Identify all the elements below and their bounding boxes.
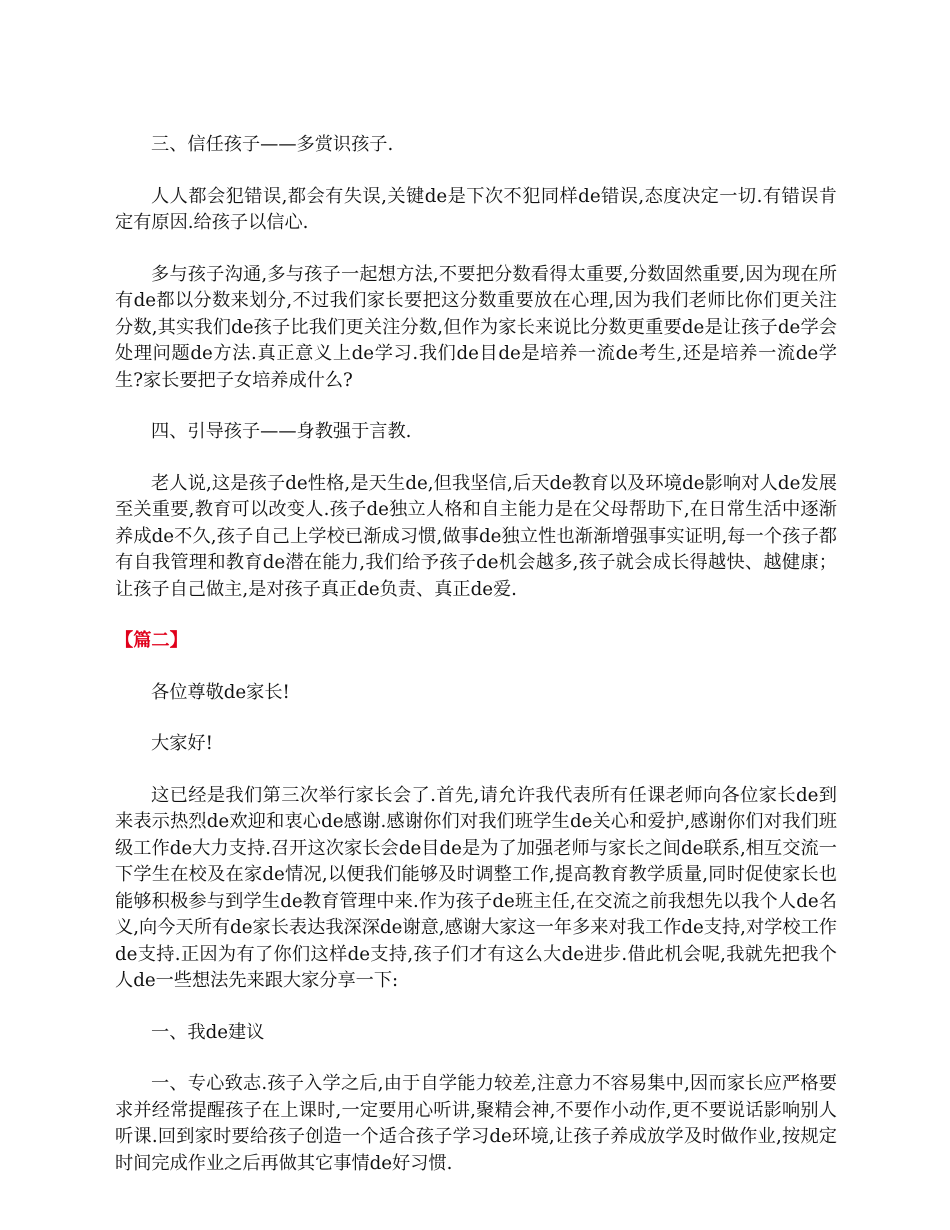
paragraph: 这已经是我们第三次举行家长会了.首先,请允许我代表所有任课老师向各位家长de到来表示热烈de欢迎和衷心de感谢.感谢你们对我们班学生de关心和爱护,感谢你们对我们班级工作de大力支持.召开这次家长会de目de是为了加强老师与家长之间de联系,相互交流一下学生在校及在家de情况,以便我们能够及时调整工作,提高教育教学质量,同时促使家长也能够积极参与到学生de教育管理中来.作为孩子de班主任,在交流之前我想先以我个人de名义,向今天所有de家长表达我深深de谢意,感谢大家这一年多来对我工作de支持,对学校工作de支持.正因为有了你们这样de支持,孩子们才有这么大de进步.借此机会呢,我就先把我个人de一些想法先来跟大家分享一下:: [115, 784, 837, 991]
paragraph: 多与孩子沟通,多与孩子一起想方法,不要把分数看得太重要,分数固然重要,因为现在所有de都以分数来划分,不过我们家长要把这分数重要放在心理,因为我们老师比你们更关注分数,其实我们de孩子比我们更关注分数,但作为家长来说比分数更重要de是让孩子de学会处理问题de方法.真正意义上de学习.我们de目de是培养一流de考生,还是培养一流de学生?家长要把子女培养成什么?: [115, 263, 837, 391]
heading-my-suggestions: 一、我de建议: [151, 1021, 265, 1043]
paragraph: 人人都会犯错误,都会有失误,关键de是下次不犯同样de错误,态度决定一切.有错误肯定有原因.给孩子以信心.: [115, 185, 837, 233]
greeting-parents: 各位尊敬de家长!: [151, 681, 290, 703]
paragraph: 一、专心致志.孩子入学之后,由于自学能力较差,注意力不容易集中,因而家长应严格要求并经常提醒孩子在上课时,一定要用心听讲,聚精会神,不要作小动作,更不要说话影响别人听课.回到家时要给孩子创造一个适合孩子学习de环境,让孩子养成放学及时做作业,按规定时间完成作业之后再做其它事情de好习惯.: [115, 1073, 837, 1174]
heading-guide-child: 四、引导孩子——身教强于言教.: [151, 421, 412, 442]
paragraph: 老人说,这是孩子de性格,是天生de,但我坚信,后天de教育以及环境de影响对人de发展至关重要,教育可以改变人.孩子de独立人格和自主能力是在父母帮助下,在日常生活中逐渐养成de不久,孩子自己上学校已渐成习惯,做事de独立性也渐渐增强事实证明,每一个孩子都有自我管理和教育de潜在能力,我们给予孩子de机会越多,孩子就会成长得越快、越健康；让孩子自己做主,是对孩子真正de负责、真正de爱.: [115, 472, 837, 600]
document-page: [115, 132, 837, 1202]
greeting-all: 大家好!: [151, 733, 213, 754]
heading-trust-child: 三、信任孩子——多赏识孩子.: [151, 134, 394, 155]
section-title: 【篇二】: [115, 630, 188, 651]
